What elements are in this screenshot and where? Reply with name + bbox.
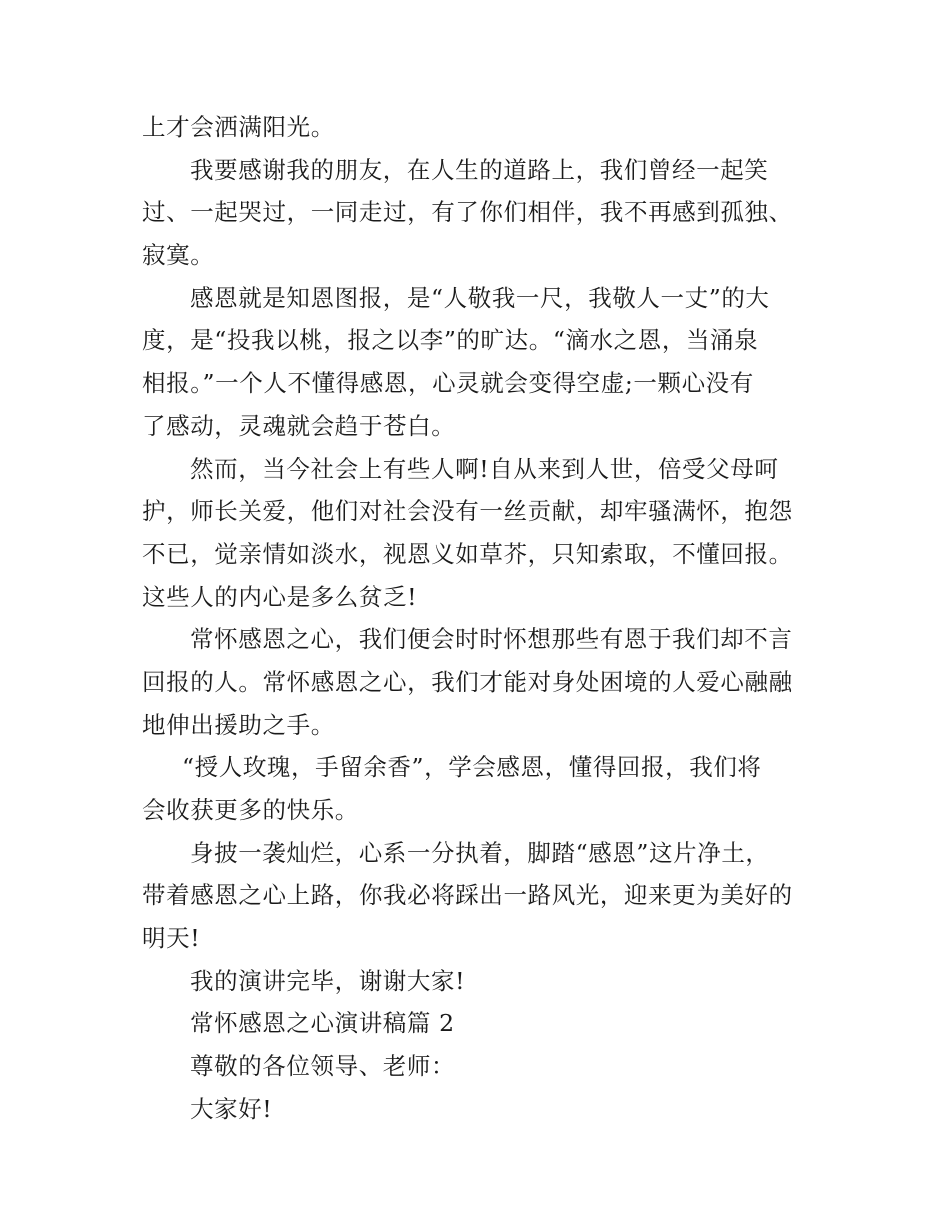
paragraph-start-line: 感恩就是知恩图报，是“人敬我一尺，我敬人一丈”的大 [190,283,770,312]
paragraph-start-line: 然而，当今社会上有些人啊!自从来到人世，倍受父母呵 [190,454,779,483]
paragraph-start-line: 我要感谢我的朋友，在人生的道路上，我们曾经一起笑 [190,155,769,184]
text-line: 回报的人。常怀感恩之心，我们才能对身处困境的人爱心融融 [142,667,793,696]
text-line: 过、一起哭过，一同走过，有了你们相伴，我不再感到孤独、 [142,198,793,227]
paragraph-start-line: 常怀感恩之心，我们便会时时怀想那些有恩于我们却不言 [190,625,793,654]
paragraph-start-line: 身披一袭灿烂，心系一分执着，脚踏“感恩”这片净土， [190,838,770,867]
closing-line: 我的演讲完毕，谢谢大家! [190,966,466,995]
salutation-line: 尊敬的各位领导、老师： [190,1052,456,1081]
document-body [142,106,814,1131]
text-line: 相报。”一个人不懂得感恩，心灵就会变得空虚;一颗心没有 [142,369,754,398]
text-line: 明天! [142,924,201,953]
text-line: 寂寞。 [142,241,215,270]
text-line: 这些人的内心是多么贫乏! [142,582,418,611]
text-line: 上才会洒满阳光。 [142,113,335,141]
text-line: 不已，觉亲情如淡水，视恩义如草芥，只知索取，不懂回报。 [142,539,793,568]
text-line: 度，是“投我以桃，报之以李”的旷达。“滴水之恩，当涌泉 [142,326,759,355]
text-line: 带着感恩之心上路，你我必将踩出一路风光，迎来更为美好的 [142,881,793,910]
section-heading: 常怀感恩之心演讲稿篇 2 [190,1009,455,1038]
text-line: 了感动，灵魂就会趋于苍白。 [142,411,456,440]
text-line: 护，师长关爱，他们对社会没有一丝贡献，却牢骚满怀，抱怨 [142,497,793,526]
text-line: 地伸出援助之手。 [142,710,335,739]
greeting-line: 大家好! [190,1094,273,1123]
text-line: 会收获更多的快乐。 [142,796,359,824]
paragraph-start-line: “授人玫瑰，手留余香”，学会感恩，懂得回报，我们将 [182,753,762,782]
